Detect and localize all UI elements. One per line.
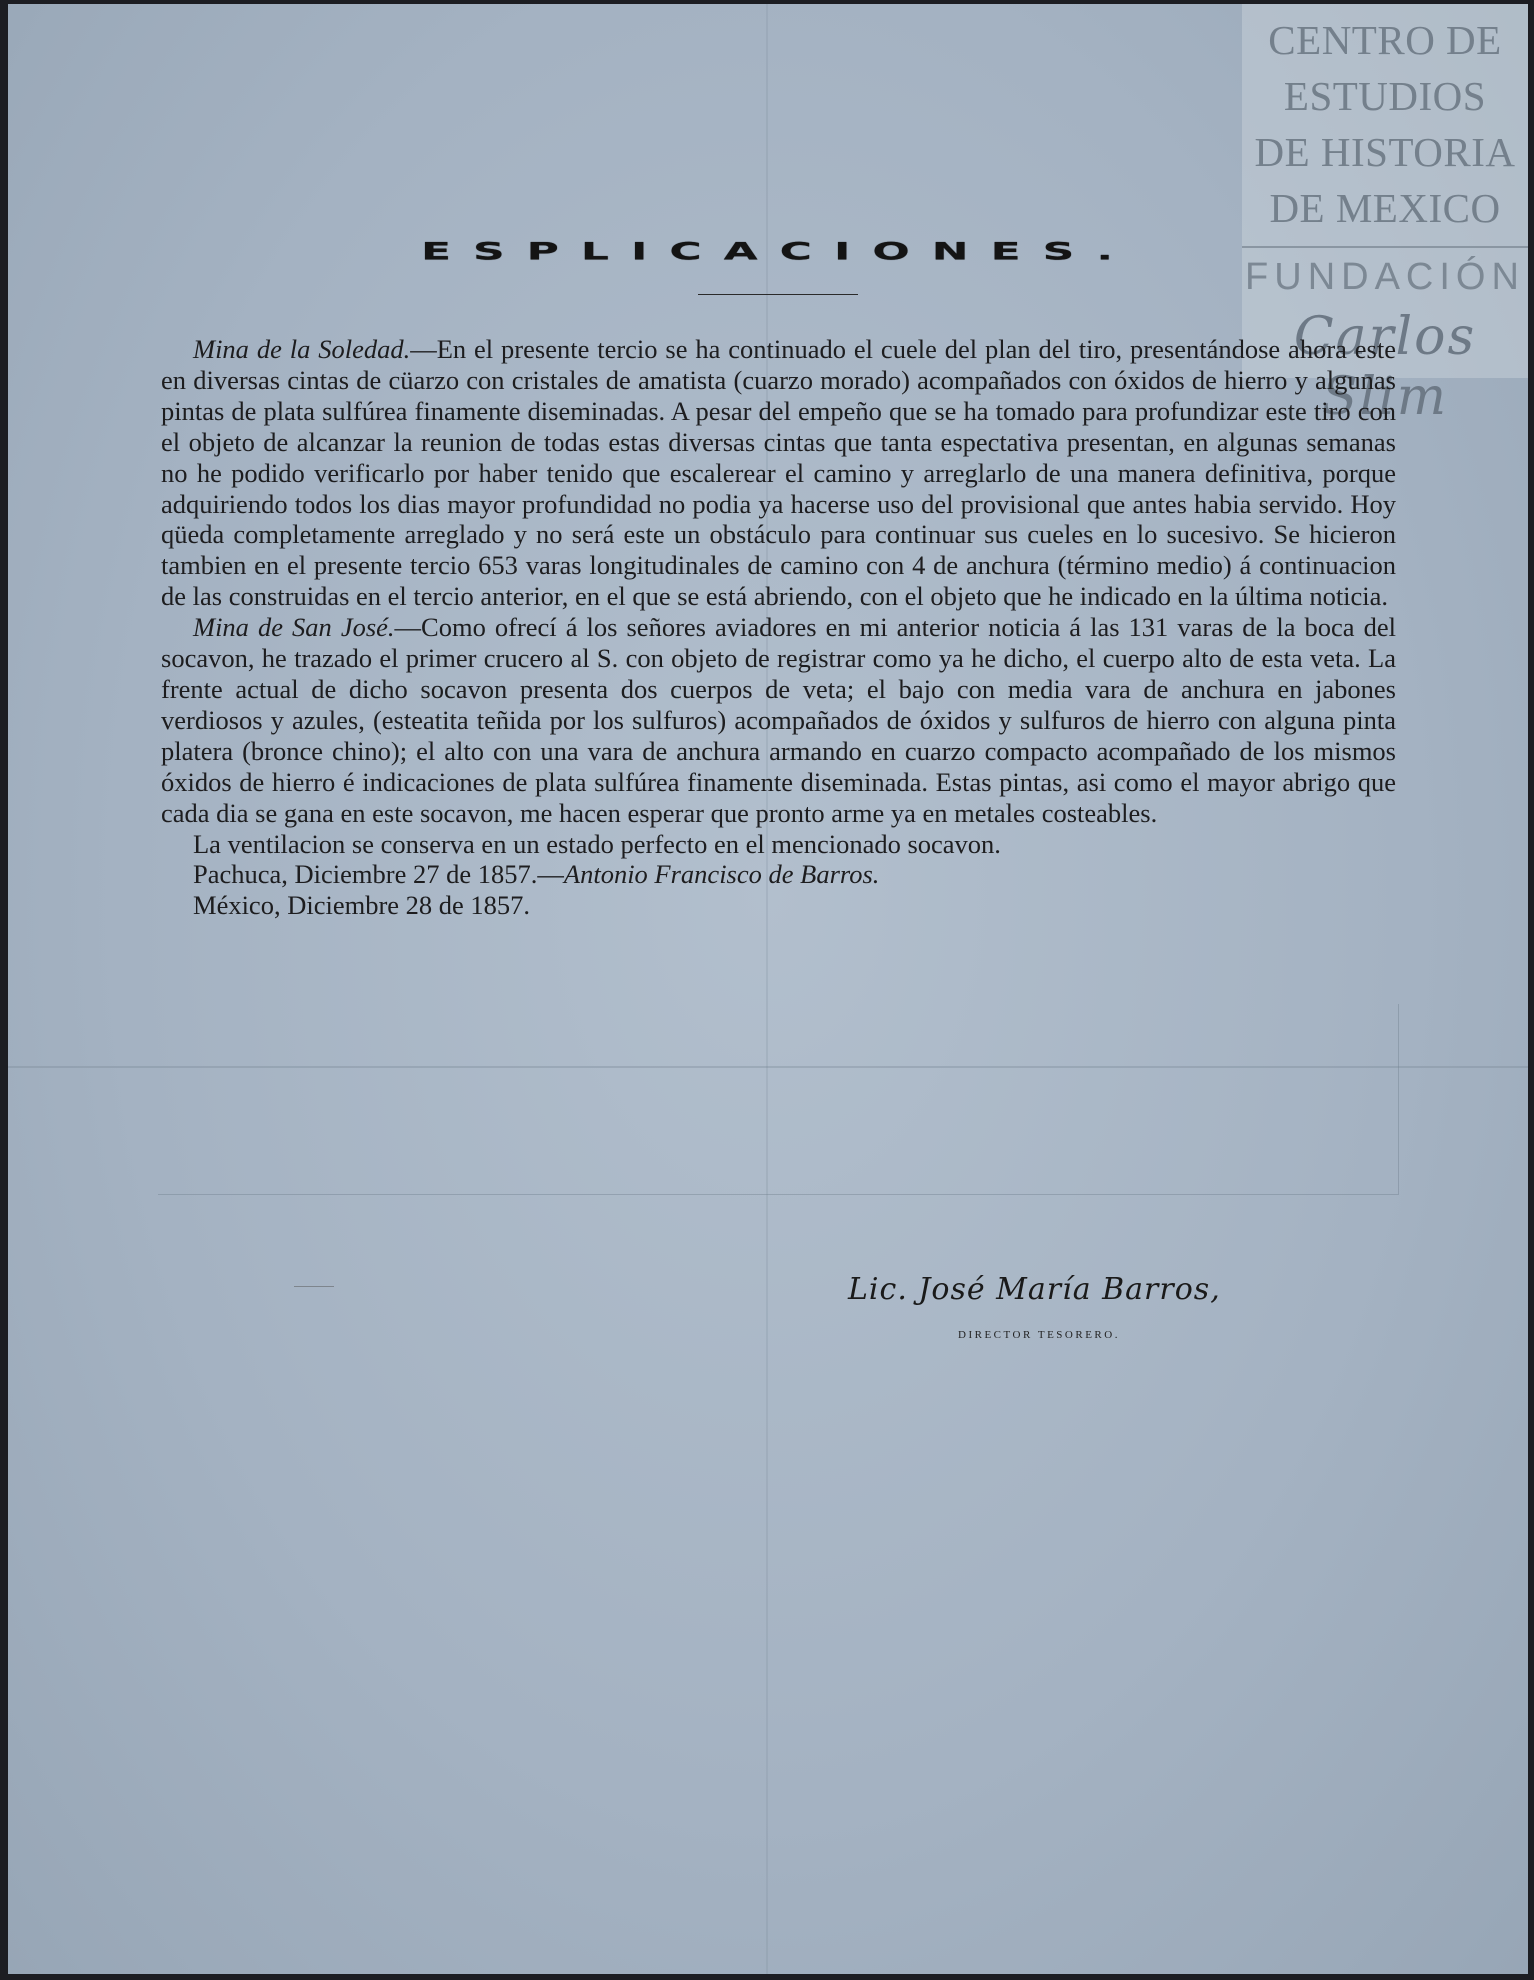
archive-watermark-stamp bbox=[1242, 4, 1528, 427]
stamp-institution bbox=[1242, 12, 1528, 236]
stamp-line: DE MEXICO bbox=[1269, 185, 1501, 231]
document-title: ESPLICACIONES. bbox=[420, 237, 1136, 266]
signatory-role: DIRECTOR TESORERO. bbox=[958, 1329, 1120, 1341]
paragraph-heading: Mina de la Soledad. bbox=[193, 334, 411, 364]
author-name: Antonio Francisco de Barros. bbox=[563, 859, 880, 890]
stamp-line: ESTUDIOS bbox=[1283, 73, 1487, 119]
stamp-signature: Carlos Slim bbox=[1293, 307, 1477, 427]
closing-signature: Lic. José María Barros, bbox=[848, 1272, 1221, 1307]
stamp-line: CENTRO DE bbox=[1268, 17, 1502, 63]
paragraph-heading: Mina de San José. bbox=[193, 612, 395, 643]
fold-line-vertical bbox=[766, 4, 768, 1974]
document-page bbox=[8, 4, 1528, 1974]
paragraph-soledad bbox=[161, 334, 1396, 612]
blind-frame-impression bbox=[158, 1004, 1399, 1195]
paragraph-san-jose bbox=[161, 612, 1396, 828]
paragraph-text: —En el presente tercio se ha continuado el cuele del plan del tiro, presentándose ahora este en diversas cintas de cüarzo con cristales de amatista (cuarzo morado) acompañados con óxidos de hierro y algunas pintas de plata sulfúrea finamente diseminadas. A pesar del empeño que se ha tomado para profundizar este tiro con el objeto de alcanzar la reunion de todas estas diversas cintas que tanta espectativa presentan, en algunas semanas no he podido verificarlo por haber tenido que escalerear el camino y arreglarlo de una manera definitiva, porque adquiriendo todos los dias mayor profundidad no podia ya hacerse uso del provisional que antes habia servido. Hoy qüeda completamente arreglado y no será este un obstáculo para continuar sus cueles en lo sucesivo. Se hicieron tambien en el presente tercio 653 varas longitudinales de camino con 4 de anchura (término medio) á continuacion de las construidas en el tercio anterior, en el que se está abriendo, con el objeto que he indicado en la última noticia. bbox=[161, 334, 1396, 612]
paragraph-ventilation: La ventilacion se conserva en un estado perfecto en el mencionado socavon. bbox=[193, 828, 1001, 859]
stamp-foundation: FUNDACIÓN bbox=[1245, 256, 1525, 298]
stamp-divider bbox=[1242, 246, 1528, 248]
dateline-mexico: México, Diciembre 28 de 1857. bbox=[193, 890, 531, 921]
title-divider bbox=[698, 294, 858, 295]
dateline-pachuca bbox=[161, 859, 1396, 890]
dateline-text: Pachuca, Diciembre 27 de 1857.— bbox=[193, 859, 564, 890]
document-body bbox=[161, 334, 1396, 921]
paragraph-text: —Como ofrecí á los señores aviadores en mi anterior noticia á las 131 varas de la boca del socavon, he trazado el primer crucero al S. con objeto de registrar como ya he dicho, el cuerpo alto de esta veta. La frente actual de dicho socavon presenta dos cuerpos de veta; el bajo con media vara de anchura en jabones verdiosos y azules, (esteatita teñida por los sulfuros) acompañados de óxidos y sulfuros de hierro con alguna pinta platera (bronce chino); el alto con una vara de anchura armando en cuarzo compacto acompañado de los mismos óxidos de hierro é indicaciones de plata sulfúrea finamente diseminada. Estas pintas, asi como el mayor abrigo que cada dia se gana en este socavon, me hacen esperar que pronto arme ya en metales costeables. bbox=[161, 612, 1396, 828]
stamp-line: DE HISTORIA bbox=[1254, 129, 1516, 175]
stray-mark bbox=[294, 1286, 334, 1289]
